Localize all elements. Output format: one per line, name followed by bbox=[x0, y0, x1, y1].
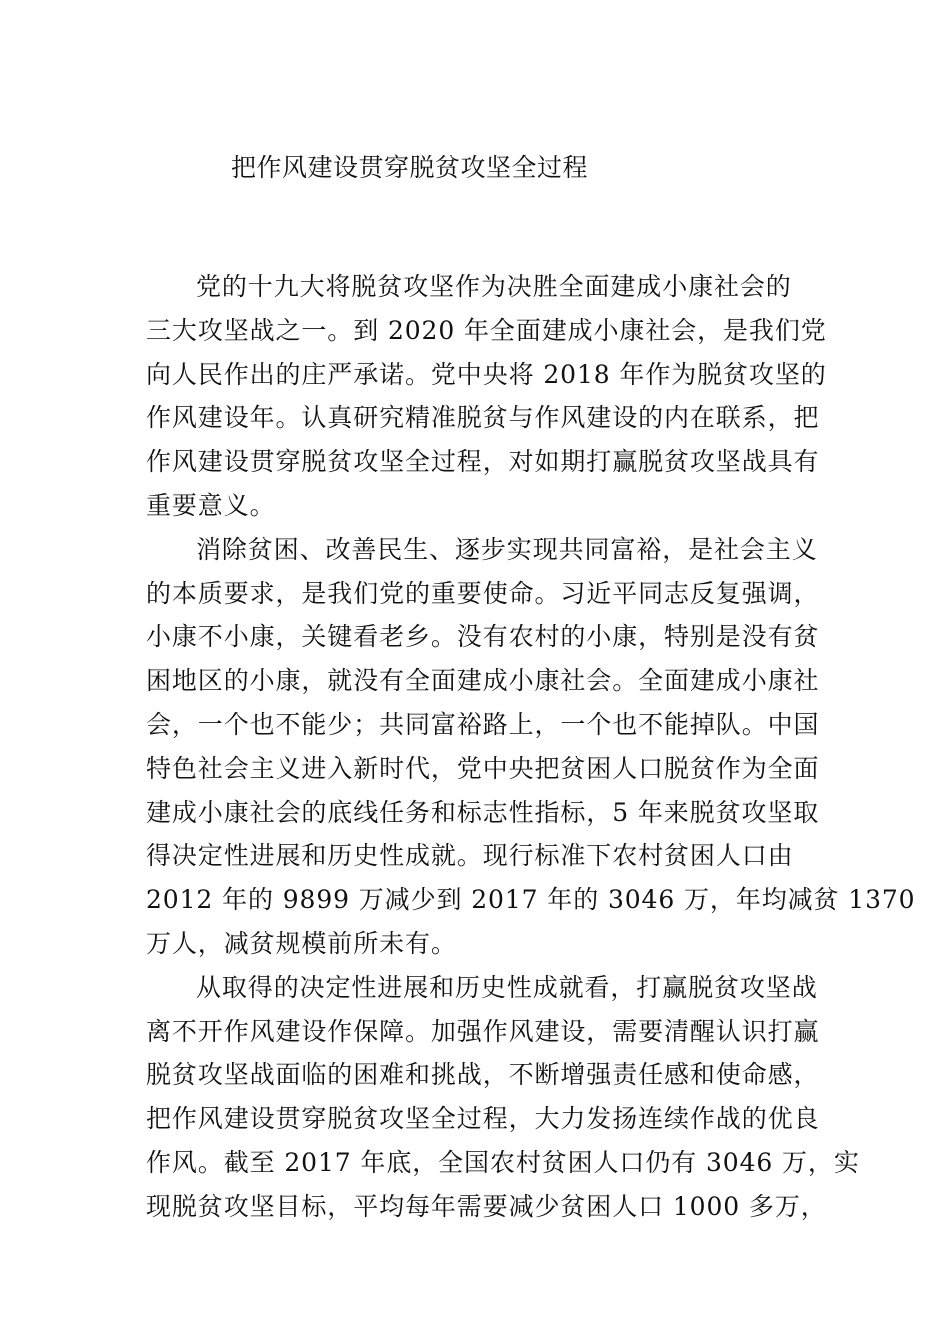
paragraph-line: 重要意义。 bbox=[146, 490, 276, 520]
paragraph-line: 万人，减贫规模前所未有。 bbox=[146, 928, 457, 958]
paragraph-line: 向人民作出的庄严承诺。党中央将 2018 年作为脱贫攻坚的 bbox=[146, 359, 827, 389]
paragraph-line: 2012 年的 9899 万减少到 2017 年的 3046 万，年均减贫 1370 bbox=[146, 885, 916, 915]
paragraph-line: 小康不小康，关键看老乡。没有农村的小康，特别是没有贫 bbox=[146, 622, 820, 652]
document-title: 把作风建设贯穿脱贫攻坚全过程 bbox=[231, 153, 589, 182]
paragraph-line: 把作风建设贯穿脱贫攻坚全过程，大力发扬连续作战的优良 bbox=[146, 1104, 820, 1134]
paragraph-line: 离不开作风建设作保障。加强作风建设，需要清醒认识打赢 bbox=[146, 1016, 820, 1046]
paragraph-line: 建成小康社会的底线任务和标志性指标，5 年来脱贫攻坚取 bbox=[146, 797, 820, 827]
paragraph-line: 消除贫困、改善民生、逐步实现共同富裕，是社会主义 bbox=[196, 534, 818, 564]
paragraph-line: 现脱贫攻坚目标，平均每年需要减少贫困人口 1000 多万， bbox=[146, 1191, 827, 1221]
paragraph-line: 脱贫攻坚战面临的困难和挑战，不断增强责任感和使命感， bbox=[146, 1060, 820, 1090]
paragraph-line: 得决定性进展和历史性成就。现行标准下农村贫困人口由 bbox=[146, 841, 794, 871]
paragraph-line: 困地区的小康，就没有全面建成小康社会。全面建成小康社 bbox=[146, 666, 820, 696]
paragraph-line: 作风。截至 2017 年底，全国农村贫困人口仍有 3046 万，实 bbox=[146, 1147, 860, 1177]
document-body bbox=[146, 265, 916, 1229]
paragraph-line: 三大攻坚战之一。到 2020 年全面建成小康社会，是我们党 bbox=[146, 315, 827, 345]
paragraph-1 bbox=[146, 265, 826, 528]
paragraph-line: 从取得的决定性进展和历史性成就看，打赢脱贫攻坚战 bbox=[196, 972, 818, 1002]
paragraph-line: 的本质要求，是我们党的重要使命。习近平同志反复强调， bbox=[146, 578, 820, 608]
paragraph-2 bbox=[146, 528, 916, 966]
paragraph-line: 党的十九大将脱贫攻坚作为决胜全面建成小康社会的 bbox=[196, 272, 792, 301]
paragraph-line: 作风建设年。认真研究精准脱贫与作风建设的内在联系，把 bbox=[146, 403, 820, 433]
paragraph-line: 会，一个也不能少；共同富裕路上，一个也不能掉队。中国 bbox=[146, 709, 820, 739]
paragraph-line: 作风建设贯穿脱贫攻坚全过程，对如期打赢脱贫攻坚战具有 bbox=[146, 447, 820, 477]
paragraph-3 bbox=[146, 966, 860, 1229]
paragraph-line: 特色社会主义进入新时代，党中央把贫困人口脱贫作为全面 bbox=[146, 753, 820, 783]
